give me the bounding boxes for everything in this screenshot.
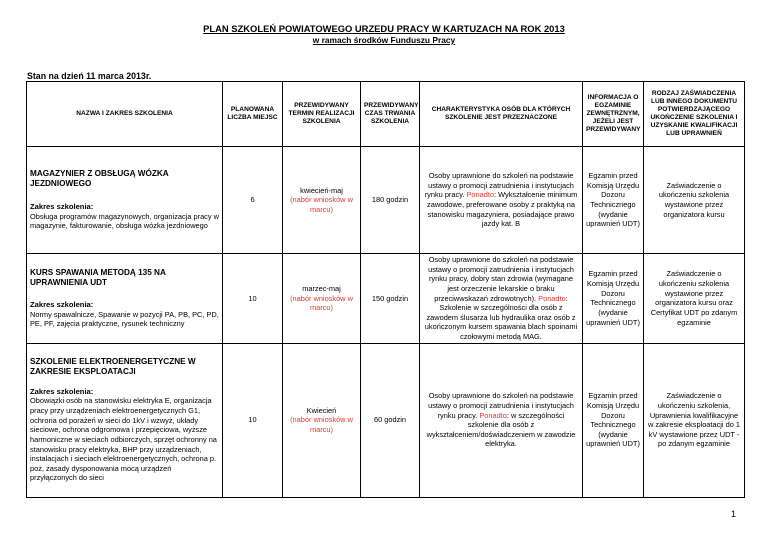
term-period: marzec-maj <box>302 283 341 293</box>
term-period: Kwiecień <box>306 405 337 415</box>
characteristics-label: Ponadto <box>466 190 494 200</box>
document-title: PLAN SZKOLEŃ POWIATOWEGO URZEDU PRACY W KARTUZACH NA ROK 2013 <box>203 23 565 34</box>
characteristics-cell <box>420 343 583 497</box>
characteristics-label: Ponadto <box>479 410 507 420</box>
certificate-cell: Zaświadczenie o ukończeniu szkolenia wystawione przez organizatora kursu oraz Certyfikat UDT po zdanym egzaminie <box>644 254 745 344</box>
table-header-row <box>27 82 745 147</box>
places-cell: 10 <box>223 343 283 497</box>
scope-label: Zakres szkolenia: <box>30 386 94 396</box>
characteristics-text: Osoby uprawnione do szkoleń na podstawie ustawy o promocji zatrudnienia i instytucjach rynku pracy. <box>424 171 574 200</box>
scope-label: Zakres szkolenia: <box>30 201 94 211</box>
characteristics-cell <box>420 147 583 254</box>
term-cell <box>283 343 361 497</box>
term-recruitment: (nabór wniosków w marcu) <box>290 293 353 313</box>
certificate-cell: Zaświadczenie o ukończeniu szkolenia wystawione przez organizatora kursu <box>644 147 745 254</box>
term-cell <box>283 147 361 254</box>
scope-label: Zakres szkolenia: <box>30 300 94 309</box>
characteristics-label: Ponadto <box>538 293 566 303</box>
places-cell: 10 <box>223 254 283 344</box>
term-recruitment: (nabór wniosków w marcu) <box>290 415 353 434</box>
exam-cell: Egzamin przed Komisją Urzędu Dozoru Technicznego (wydanie uprawnień UDT) <box>583 254 644 344</box>
characteristics-text: Osoby uprawnione do szkoleń na podstawie ustawy o promocji zatrudnienia i instytucjach rynku pracy, dobry stan zdrowia (wymagane jest orzeczenie lekarskie o braku przeciwwskazań zdrowotnych). <box>428 255 574 303</box>
certificate-cell: Zaświadczenie o ukończeniu szkolenia, Uprawnienia kwalifikacyjne w zakresie eksploatacji do 1 kV wystawione przez UDT - po zdanym egzaminie <box>644 343 745 497</box>
header-places: PLANOWANA LICZBA MIEJSC <box>223 82 283 147</box>
characteristics-extra: : Szkolenie w szczególności dla osób z zawodem ślusarza lub hydraulika oraz osób z ukończonym kursem spawania blach spoinami czołowymi metodą MAG. <box>424 293 578 341</box>
table-row <box>27 343 745 497</box>
document-subtitle: w ramach środków Funduszu Pracy <box>312 35 456 45</box>
table-row <box>27 254 745 344</box>
course-name: KURS SPAWANIA METODĄ 135 NA UPRAWNIENIA UDT <box>30 267 166 287</box>
status-date: Stan na dzień 11 marca 2013r. <box>27 71 152 81</box>
training-plan-table <box>26 81 745 498</box>
header-exam: INFORMACJA O EGZAMINIE ZEWNĘTRZNYM, JEŻELI JEST PRZEWIDYWANY <box>583 82 644 147</box>
scope-text: Normy spawalnicze, Spawanie w pozycji PA, PB, PC, PD, PE, PF, zajęcia praktyczne, rysunek techniczny <box>30 309 219 329</box>
course-cell <box>27 254 223 344</box>
course-name: MAGAZYNIER Z OBSŁUGĄ WÓZKA JEZDNIOWEGO <box>30 169 169 189</box>
scope-text: Obsługa programów magazynowych, organizacja pracy w magazynie, fakturowanie, obsługa wózka jezdniowego <box>30 211 219 231</box>
scope-text: Obowiązki osób na stanowisku elektryka E, organizacja pracy przy urządzeniach elektroenergetycznych G1, ochrona od porażeń w sieci do 1kV i wzwyż, układy sieciowe, ochrona odgromowa i przepięciowa, wyższe harmoniczne w sieciach odbiorczych, sprzęt ochronny na stanowisku pracy elektryka, BHP przy urządzeniach, instalacjach i sieciach elektroenergetycznych, ochrona p. poż, zasady dysponowania mocą urządzeń przyłączonych do sieci <box>30 396 217 483</box>
table-row <box>27 147 745 254</box>
term-recruitment: (nabór wniosków w marcu) <box>290 195 353 214</box>
characteristics-text: Osoby uprawnione do szkoleń na podstawie ustawy o promocji zatrudnienia i instytucjach rynku pracy. <box>428 391 574 420</box>
duration-cell: 60 godzin <box>361 343 420 497</box>
characteristics-cell <box>420 254 583 344</box>
characteristics-extra: : w szczególności szkolenie dla osób z wykształceniem/doświadczeniem w zawodzie elektryka. <box>426 410 576 449</box>
header-duration: PRZEWIDYWANY CZAS TRWANIA SZKOLENIA <box>361 82 420 147</box>
duration-cell: 150 godzin <box>361 254 420 344</box>
places-cell: 6 <box>223 147 283 254</box>
term-period: kwiecień-maj <box>300 185 343 195</box>
term-cell <box>283 254 361 344</box>
header-name: NAZWA I ZAKRES SZKOLENIA <box>27 82 223 147</box>
header-term: PRZEWIDYWANY TERMIN REALIZACJI SZKOLENIA <box>283 82 361 147</box>
course-name: SZKOLENIE ELEKTROENERGETYCZNE W ZAKRESIE EKSPLOATACJI <box>30 357 196 377</box>
course-cell <box>27 343 223 497</box>
header-certificate: RODZAJ ZAŚWIADCZENIA LUB INNEGO DOKUMENTU POTWIERDZAJĄCEGO UKOŃCZENIE SZKOLENIA I UZYSKANIE KWALIFIKACJI LUB UPRAWNIEŃ <box>644 82 745 147</box>
characteristics-extra: : Wykształcenie minimum zawodowe, preferowane osoby z praktyką na stanowisku magazyniera, posiadające prawo jazdy kat. B <box>427 190 578 229</box>
duration-cell: 180 godzin <box>361 147 420 254</box>
exam-cell: Egzamin przed Komisją Urzędu Dozoru Technicznego (wydanie uprawnień UDT) <box>583 147 644 254</box>
exam-cell: Egzamin przed Komisją Urzędu Dozoru Technicznego (wydanie uprawnień UDT) <box>583 343 644 497</box>
header-characteristics: CHARAKTERYSTYKA OSÓB DLA KTÓRYCH SZKOLENIE JEST PRZEZNACZONE <box>420 82 583 147</box>
page-number: 1 <box>731 509 737 519</box>
course-cell <box>27 147 223 254</box>
